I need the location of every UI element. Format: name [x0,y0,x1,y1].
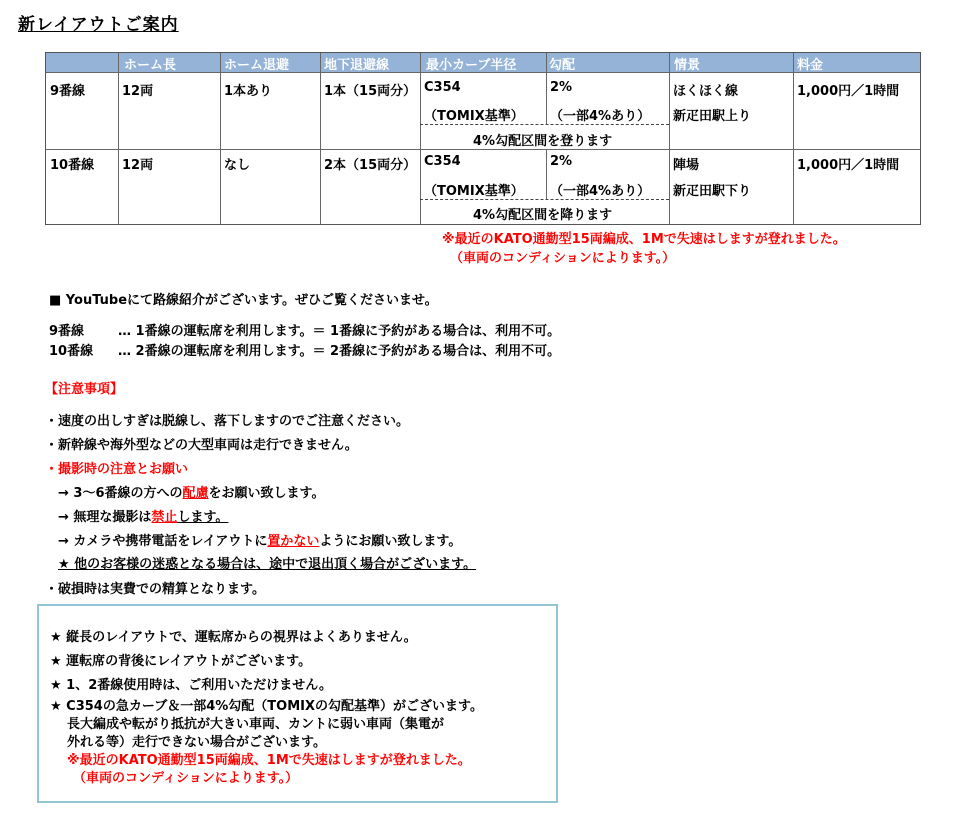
youtube-notice: ■ YouTubeにて路線紹介がございます。ぜひご覧くださいませ。 [49,293,438,308]
driver-seat-9-line: 9番線 [49,324,85,339]
header-grade: 勾配 [549,58,576,73]
notice-kato-condition: （車両のコンディションによります。） [73,771,299,786]
row-10-shelter: なし [224,158,251,173]
page-title: 新レイアウトご案内 [18,15,179,35]
row-9-shelter: 1本あり [224,84,273,99]
row-10-fee: 1,000円／1時間 [797,158,900,173]
driver-seat-10-text: … 2番線の運転席を利用します。＝ 2番線に予約がある場合は、利用不可。 [118,344,561,359]
layout-table [45,52,921,225]
row-10-line: 10番線 [50,158,95,173]
driver-seat-10-line: 10番線 [49,344,94,359]
row-9-station: 新疋田駅上り [673,109,752,124]
row-9-curve-basis: （TOMIX基準） [424,109,524,124]
photo-rule-exit: ★ 他のお客様の迷惑となる場合は、途中で退出頂く場合がございます。 [58,557,477,572]
header-platform-shelter: ホーム退避 [224,58,290,73]
row-10-grade-note: （一部4%あり） [550,184,651,199]
row-10-station: 新疋田駅下り [673,184,752,199]
notice-kato-note: ※最近のKATO通勤型15両編成、1Mで失速はしますが登れました。 [67,753,471,768]
notice-layout-behind: ★ 運転席の背後にレイアウトがございます。 [50,654,312,669]
row-10-grade-direction: 4%勾配区間を降ります [473,208,613,223]
header-fee: 料金 [797,58,824,73]
photo-rule-consideration: → 3〜6番線の方への配慮をお願い致します。 [58,486,325,501]
notice-curve: ★ C354の急カーブ＆一部4%勾配（TOMIXの勾配基準）がございます。 [50,699,483,714]
header-platform-length: ホーム長 [124,58,177,73]
row-9-grade: 2% [550,80,573,95]
photo-rule-prohibited: → 無理な撮影は禁止します。 [58,510,229,525]
row-9-scene: ほくほく線 [673,84,739,99]
table-footnote: ※最近のKATO通勤型15両編成、1Mで失速はしますが登れました。 [442,232,846,247]
caution-heading: 【注意事項】 [45,382,124,397]
row-9-grade-note: （一部4%あり） [550,109,651,124]
caution-damage: ・破損時は実費での精算となります。 [45,582,265,597]
row-10-platform: 12両 [122,158,154,173]
notice-curve-detail-2: 外れる等）走行できない場合がございます。 [67,735,326,750]
notice-curve-detail-1: 長大編成や転がり抵抗が大きい車両、カントに弱い車両（集電が [67,717,445,732]
caution-large-vehicles: ・新幹線や海外型などの大型車両は走行できません。 [45,438,358,453]
row-10-scene: 陣場 [673,158,700,173]
row-9-line: 9番線 [50,84,86,99]
row-9-fee: 1,000円／1時間 [797,84,900,99]
row-9-curve: C354 [424,80,461,95]
table-header [46,53,920,72]
row-9-platform: 12両 [122,84,154,99]
header-min-curve: 最小カーブ半径 [426,58,517,73]
row-10-curve-basis: （TOMIX基準） [424,184,524,199]
row-9-underground: 1本（15両分） [324,84,417,99]
row-10-underground: 2本（15両分） [324,158,417,173]
driver-seat-9-text: … 1番線の運転席を利用します。＝ 1番線に予約がある場合は、利用不可。 [118,324,561,339]
notice-unavailable: ★ 1、2番線使用時は、ご利用いただけません。 [50,678,333,693]
row-9-grade-direction: 4%勾配区間を登ります [473,134,613,149]
row-10-grade: 2% [550,154,573,169]
notice-visibility: ★ 縦長のレイアウトで、運転席からの視界はよくありません。 [50,630,417,645]
row-10-curve: C354 [424,154,461,169]
table-footnote-condition: （車両のコンディションによります。） [450,251,676,266]
photo-rule-no-devices: → カメラや携帯電話をレイアウトに置かないようにお願い致します。 [58,534,462,549]
header-underground: 地下退避線 [324,58,390,73]
header-scenery: 情景 [674,58,701,73]
caution-photo-heading: ・撮影時の注意とお願い [45,462,189,477]
caution-speed: ・速度の出しすぎは脱線し、落下しますのでご注意ください。 [45,414,410,429]
